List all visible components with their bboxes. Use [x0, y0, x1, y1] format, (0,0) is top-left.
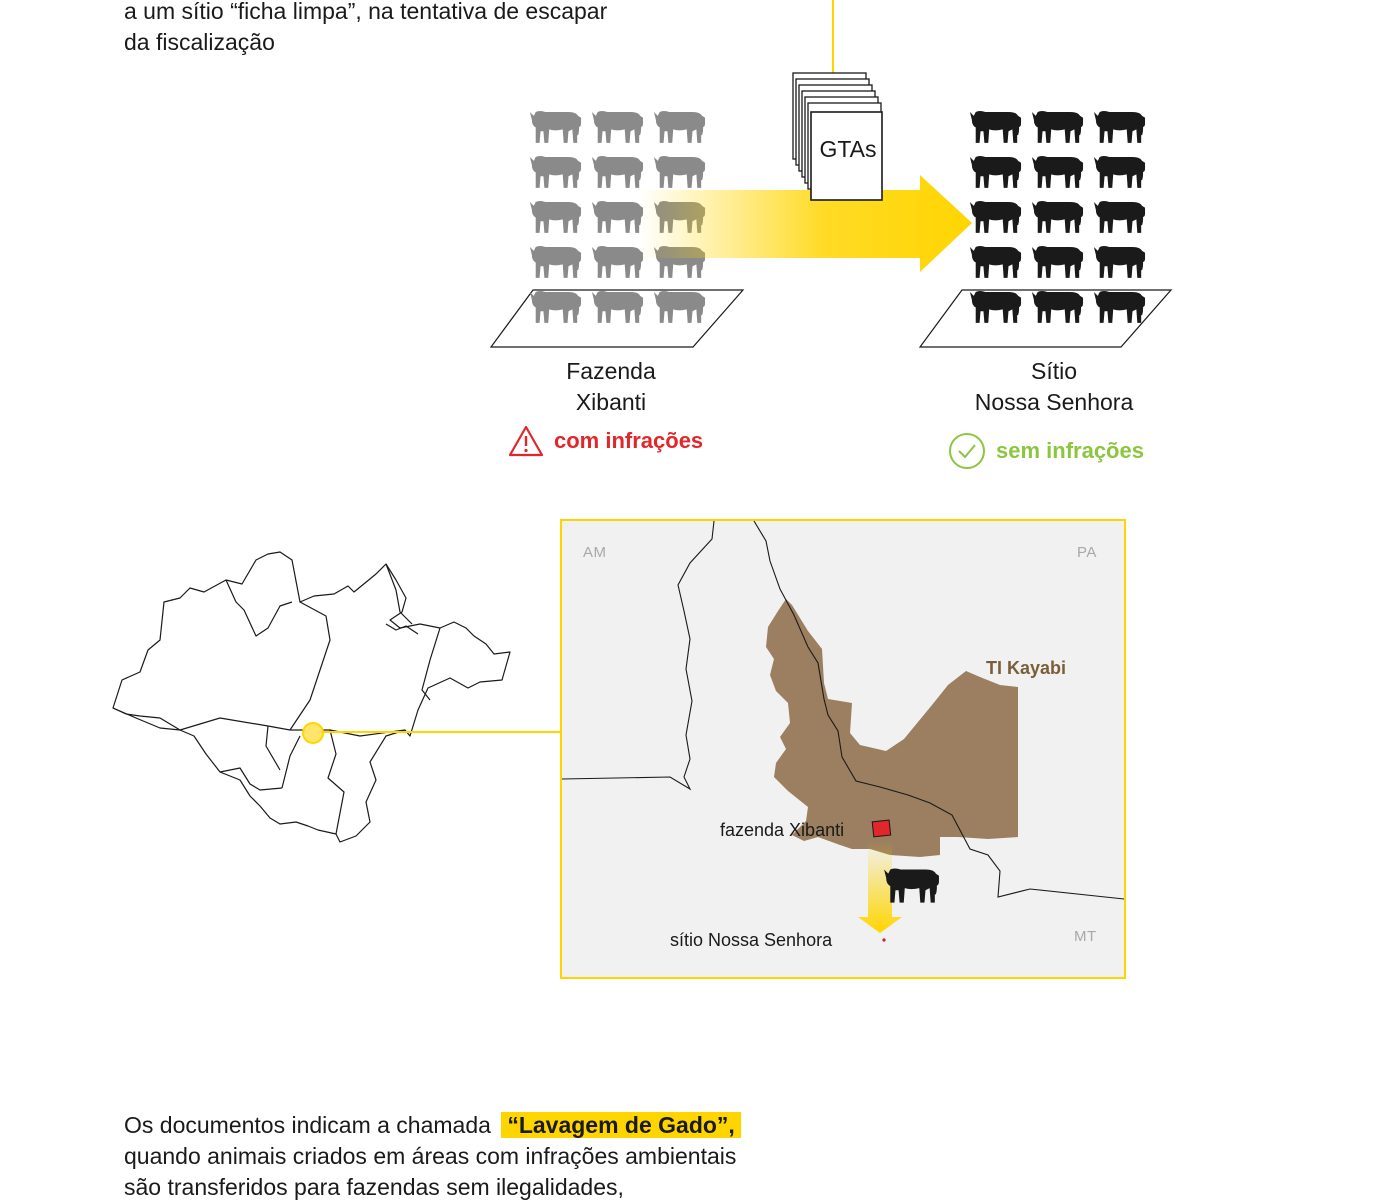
farm-xibanti-marker — [872, 820, 890, 837]
origin-name-line-1: Fazenda — [566, 358, 656, 384]
cattle-icon — [1032, 246, 1083, 278]
intro-line-2: da fiscalização — [124, 29, 275, 55]
location-marker — [303, 723, 323, 743]
cattle-icon — [654, 111, 705, 143]
cattle-icon — [592, 201, 643, 233]
state-label-am: AM — [583, 544, 607, 561]
cattle-icon — [1094, 246, 1145, 278]
outro-highlight: “Lavagem de Gado”, — [501, 1112, 741, 1138]
cattle-icon — [530, 111, 581, 143]
origin-farm-name — [481, 356, 741, 418]
cattle-icon — [1032, 111, 1083, 143]
outro-line-1-text: Os documentos indicam a chamada — [124, 1112, 491, 1138]
ti-kayabi-label: TI Kayabi — [986, 658, 1067, 678]
sitio-nossa-senhora-label: sítio Nossa Senhora — [670, 930, 833, 950]
warning-triangle-icon — [508, 424, 544, 458]
cattle-icon — [1094, 201, 1145, 233]
cattle-icon — [530, 201, 581, 233]
intro-line-1: a um sítio “ficha limpa”, na tentativa de escapar — [124, 0, 608, 24]
destination-farm-name — [924, 356, 1184, 418]
destination-name-line-2: Nossa Senhora — [974, 389, 1134, 415]
cattle-icon — [970, 201, 1021, 233]
cattle-icon — [530, 156, 581, 188]
state-label-mt: MT — [1074, 928, 1097, 945]
sitio-marker — [882, 938, 885, 941]
detail-map — [560, 519, 1127, 980]
cattle-icon — [1032, 201, 1083, 233]
cattle-icon — [1032, 156, 1083, 188]
outro-paragraph — [124, 1110, 844, 1203]
origin-status-text: com infrações — [554, 428, 704, 453]
destination-name-line-1: Sítio — [1030, 358, 1078, 384]
outro-line-2: quando animais criados em áreas com infrações ambientais — [124, 1143, 737, 1169]
cattle-icon — [970, 111, 1021, 143]
cattle-icon — [592, 246, 643, 278]
destination-status-text: sem infrações — [996, 438, 1144, 463]
cattle-icon — [654, 156, 705, 188]
cattle-icon — [970, 246, 1021, 278]
legal-amazon-map — [100, 540, 570, 860]
documents-label: GTAs — [819, 136, 877, 162]
cattle-icon — [592, 156, 643, 188]
check-circle-icon — [948, 432, 986, 470]
origin-status — [508, 424, 703, 458]
transfer-arrow — [640, 175, 972, 272]
cattle-icon — [1094, 156, 1145, 188]
state-label-pa: PA — [1077, 544, 1097, 561]
origin-name-line-2: Xibanti — [575, 389, 647, 415]
outro-line-1 — [124, 1110, 844, 1141]
cattle-icon — [970, 156, 1021, 188]
cattle-icon — [530, 246, 581, 278]
outro-line-3: são transferidos para fazendas sem ilegalidades, — [124, 1174, 624, 1200]
cattle-icon — [1094, 111, 1145, 143]
farm-xibanti-label: fazenda Xibanti — [720, 820, 845, 840]
destination-status — [948, 432, 1144, 470]
cattle-icon — [592, 111, 643, 143]
